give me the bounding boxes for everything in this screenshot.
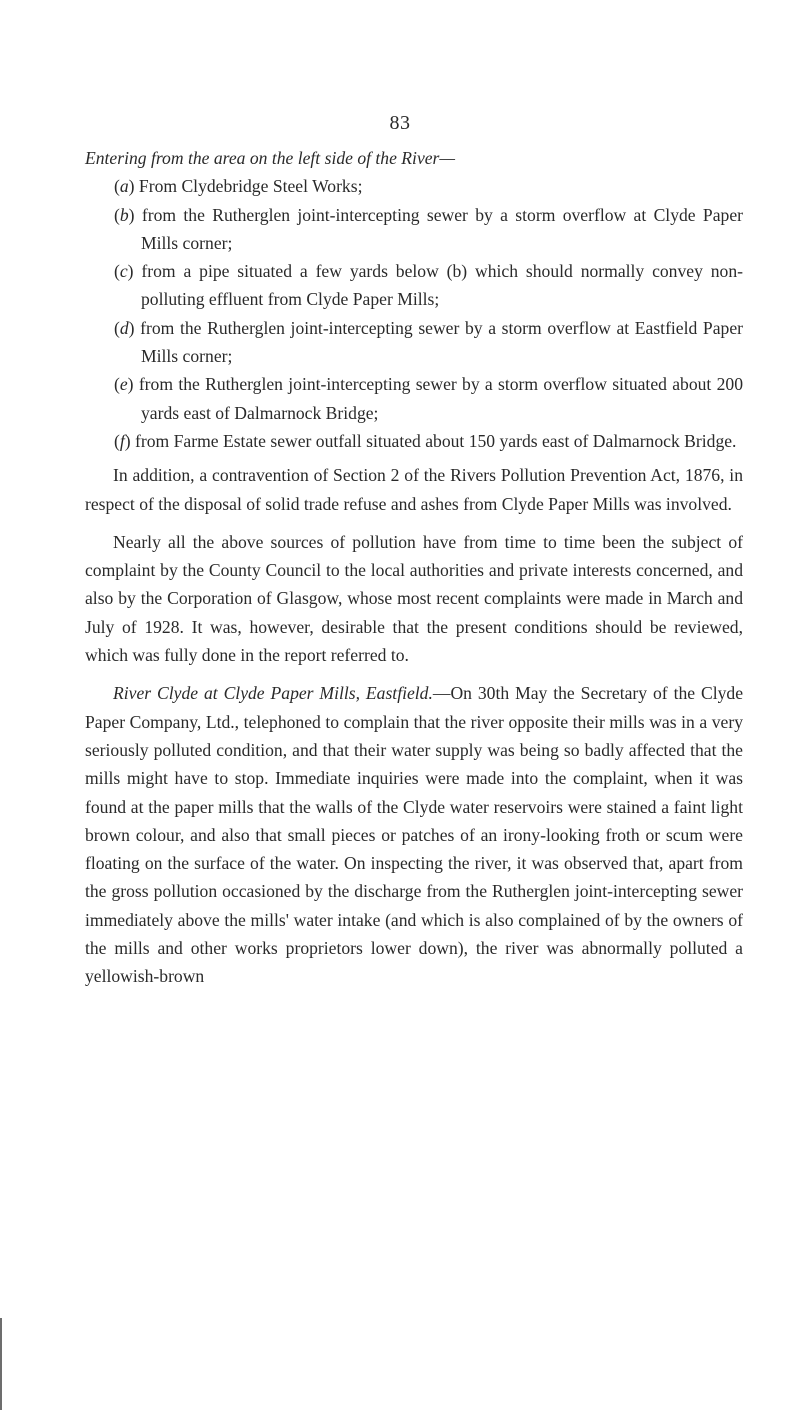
list-marker-open: ( bbox=[114, 430, 120, 451]
page-number: 83 bbox=[389, 112, 411, 134]
list-item bbox=[85, 257, 743, 314]
paragraph-complaints: Nearly all the above sources of pollution have from time to time been the subject of complaint by the County Council to the local authorities and private interests concerned, and also by the Corporation of Glasgow, whose most recent complaints were made in March and July of 1928. It was, however, desirable that the present conditions should be reviewed, which was fully done in the report referred to. bbox=[85, 531, 743, 666]
section-body: —On 30th May the Secretary of the Clyde Paper Company, Ltd., telephoned to complain that the river opposite their mills was in a very seriously polluted condition, and that their water supply was being so badly affected that the mills might have to stop. Immediate inquiries were made into the complaint, when it was found at the paper mills that the walls of the Clyde water reservoirs were stained a faint light brown colour, and also that small pieces or patches of an irony-looking froth or scum were floating on the surface of the water. On inspecting the river, it was observed that, apart from the gross pollution occasioned by the discharge from the Rutherglen joint-intercepting sewer immediately above the mills' water intake (and which is also complained of by the owners of the mills and other works proprietors lower down), the river was abnormally polluted a yellowish-brown bbox=[85, 683, 743, 987]
list-item-text: from the Rutherglen joint-intercepting sewer by a storm overflow situated about 200 yards east of Dalmarnock Bridge; bbox=[138, 374, 743, 423]
paragraph-clyde-paper-mills bbox=[85, 679, 743, 990]
list-marker-close: ) bbox=[127, 374, 134, 395]
list-marker-open: ( bbox=[114, 176, 120, 197]
list-marker-open: ( bbox=[114, 261, 120, 282]
list-item-text: from the Rutherglen joint-intercepting sewer by a storm overflow at Eastfield Paper Mills corner; bbox=[140, 317, 743, 367]
list-item-text: from the Rutherglen joint-intercepting sewer by a storm overflow at Clyde Paper Mills corner; bbox=[141, 204, 743, 253]
list-marker-close: ) bbox=[128, 176, 135, 197]
list-marker-letter: f bbox=[119, 430, 125, 451]
list-item-text: from Farme Estate sewer outfall situated about 150 yards east of Dalmarnock Bridge. bbox=[135, 430, 737, 451]
list-marker-close: ) bbox=[128, 204, 135, 225]
list-item-text: from a pipe situated a few yards below (b) which should normally convey non-polluting effluent from Clyde Paper Mills; bbox=[141, 261, 743, 310]
list-marker-open: ( bbox=[114, 317, 120, 338]
list-marker-open: ( bbox=[114, 204, 120, 225]
list-item bbox=[85, 427, 743, 455]
pollution-sources-list bbox=[85, 172, 743, 455]
list-marker-close: ) bbox=[124, 430, 131, 451]
list-marker-close: ) bbox=[128, 317, 135, 338]
list-item bbox=[85, 172, 743, 200]
list-intro: Entering from the area on the left side of the River— bbox=[85, 148, 456, 168]
paragraph-addition: In addition, a contravention of Section 2 of the Rivers Pollution Prevention Act, 1876, in respect of the disposal of solid trade refuse and ashes from Clyde Paper Mills was involved. bbox=[85, 465, 743, 514]
list-marker-letter: c bbox=[119, 261, 128, 282]
list-marker-letter: a bbox=[119, 176, 129, 197]
list-marker-letter: e bbox=[119, 374, 128, 395]
section-heading: River Clyde at Clyde Paper Mills, Eastfield. bbox=[113, 683, 433, 704]
body-text bbox=[85, 144, 743, 991]
list-item bbox=[85, 314, 743, 371]
list-marker-open: ( bbox=[114, 374, 120, 395]
list-item-text: From Clydebridge Steel Works; bbox=[138, 176, 363, 197]
list-marker-letter: b bbox=[119, 204, 129, 225]
list-item bbox=[85, 201, 743, 258]
list-marker-letter: d bbox=[119, 317, 129, 338]
scan-edge-line bbox=[0, 1318, 2, 1410]
list-marker-close: ) bbox=[127, 261, 134, 282]
list-item bbox=[85, 370, 743, 427]
